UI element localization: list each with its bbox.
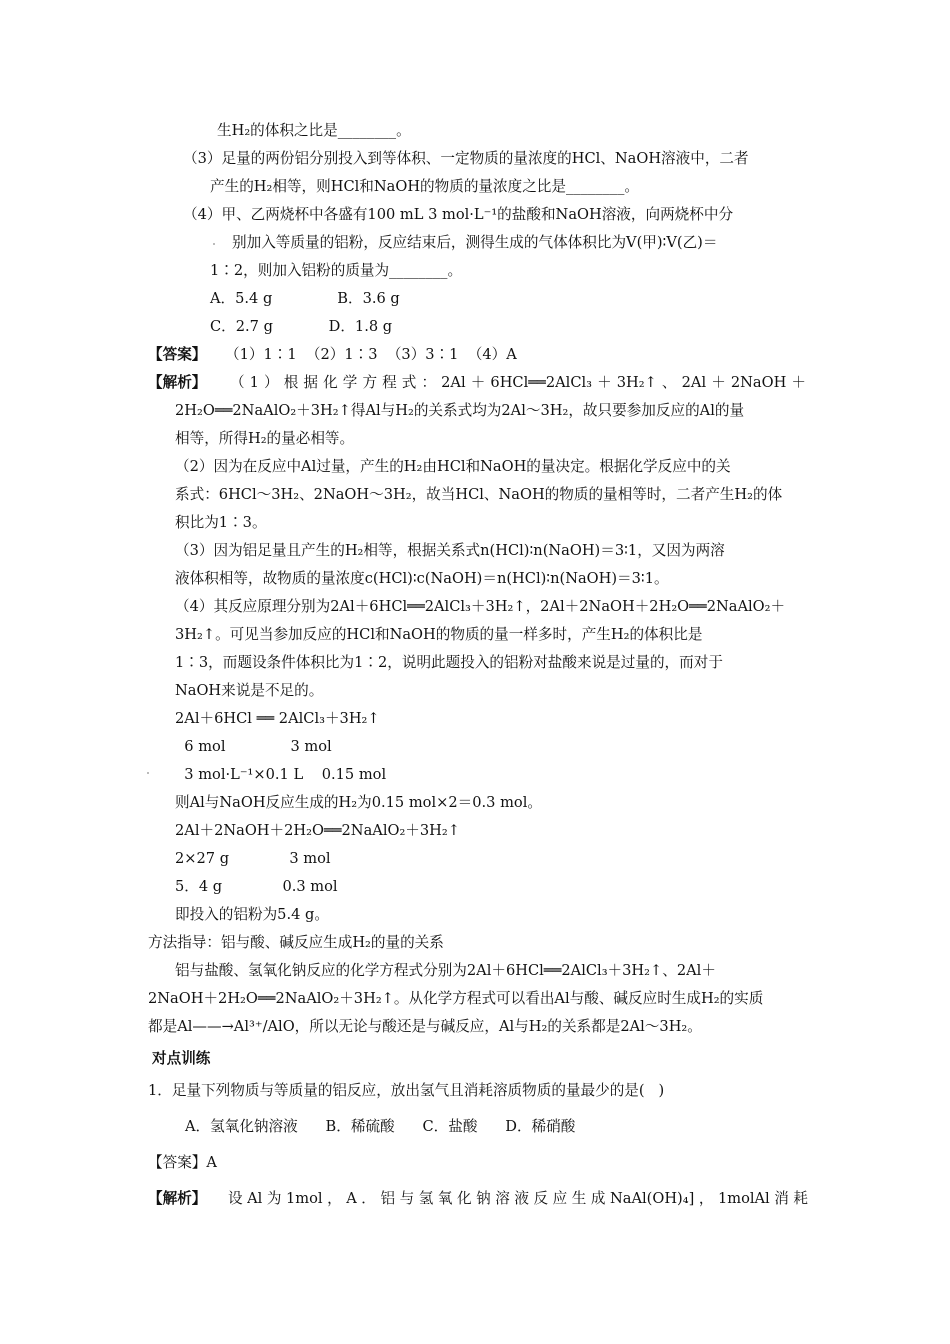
section-heading: 对点训练 xyxy=(152,1050,211,1067)
equation-line: 2Al＋6HCl ══ 2AlCl₃＋3H₂↑ xyxy=(175,710,380,727)
equation-line: 2Al＋2NaOH＋2H₂O══2NaAlO₂＋3H₂↑ xyxy=(175,822,460,839)
analysis-line-2: 2H₂O══2NaAlO₂＋3H₂↑得Al与H₂的关系式均为2Al～3H₂，故只要参加反应的Al的量 xyxy=(175,402,745,419)
practice-question-1: 1．足量下列物质与等质量的铝反应，放出氢气且消耗溶质物质的量最少的是( ) xyxy=(148,1082,665,1099)
question-4-line-2: 别加入等质量的铝粉，反应结束后，测得生成的气体体积比为V(甲)∶V(乙)＝ xyxy=(232,234,718,251)
method-heading: 方法指导：铝与酸、碱反应生成H₂的量的关系 xyxy=(148,934,444,951)
question-4-line-3: 1∶2，则加入铝粉的质量为________。 xyxy=(210,262,463,279)
analysis-line-4: （2）因为在反应中Al过量，产生的H₂由HCl和NaOH的量决定。根据化学反应中的关 xyxy=(175,458,731,475)
equation-line: 2×27 g 3 mol xyxy=(175,850,331,867)
options-row-2: C．2.7 g D．1.8 g xyxy=(210,318,393,335)
answer-text: （1）1∶1 （2）1∶3 （3）3∶1 （4）A xyxy=(225,346,517,363)
practice-answer: 【答案】A xyxy=(148,1154,217,1171)
options-row-1: A．5.4 g B．3.6 g xyxy=(210,290,400,307)
analysis-line-8: 液体积相等，故物质的量浓度c(HCl)∶c(NaOH)＝n(HCl)∶n(NaOH)＝3∶1。 xyxy=(175,570,669,587)
analysis-line-14: 即投入的铝粉为5.4 g。 xyxy=(175,906,329,923)
scan-speck xyxy=(213,243,215,245)
analysis-line-12: NaOH来说是不足的。 xyxy=(175,682,324,699)
analysis-line-9: （4）其反应原理分别为2Al＋6HCl══2AlCl₃＋3H₂↑，2Al＋2NaOH＋2H₂O══2NaAlO₂＋ xyxy=(175,598,786,615)
analysis-line-5: 系式：6HCl～3H₂、2NaOH～3H₂，故当HCl、NaOH的物质的量相等时，二者产生H₂的体 xyxy=(175,486,783,503)
practice-analysis-text: 设Al为1mol，A．铝与氢氧化钠溶液反应生成NaAl(OH)₄]，1molAl消耗 xyxy=(228,1190,808,1207)
analysis-label: 【解析】 xyxy=(148,374,207,391)
text-line: 生H₂的体积之比是________。 xyxy=(217,122,411,139)
question-4-line-1: （4）甲、乙两烧杯中各盛有100 mL 3 mol·L⁻¹的盐酸和NaOH溶液，向两烧杯中分 xyxy=(183,206,734,223)
practice-options: A．氢氧化钠溶液 B．稀硫酸 C．盐酸 D．稀硝酸 xyxy=(185,1118,576,1135)
question-3-line-1: （3）足量的两份铝分别投入到等体积、一定物质的量浓度的HCl、NaOH溶液中，二者 xyxy=(183,150,749,167)
analysis-line-6: 积比为1∶3。 xyxy=(175,514,267,531)
answer-label: 【答案】 xyxy=(148,346,207,363)
method-line-2: 2NaOH＋2H₂O══2NaAlO₂＋3H₂↑。从化学方程式可以看出Al与酸、碱反应时生成H₂的实质 xyxy=(148,990,764,1007)
practice-analysis-label: 【解析】 xyxy=(148,1190,207,1207)
method-line-3: 都是Al——→Al³⁺/AlO，所以无论与酸还是与碱反应，Al与H₂的关系都是2Al～3H₂。 xyxy=(148,1018,702,1035)
analysis-line-13: 则Al与NaOH反应生成的H₂为0.15 mol×2＝0.3 mol。 xyxy=(175,794,542,811)
scan-speck xyxy=(147,772,149,774)
analysis-line-1: （1）根据化学方程式：2Al＋6HCl══2AlCl₃＋3H₂↑、2Al＋2NaOH＋ xyxy=(230,374,806,391)
question-3-line-2: 产生的H₂相等，则HCl和NaOH的物质的量浓度之比是________。 xyxy=(210,178,639,195)
equation-line: 5．4 g 0.3 mol xyxy=(175,878,338,895)
equation-line: 6 mol 3 mol xyxy=(175,738,332,755)
analysis-line-10: 3H₂↑。可见当参加反应的HCl和NaOH的物质的量一样多时，产生H₂的体积比是 xyxy=(175,626,703,643)
analysis-line-11: 1∶3，而题设条件体积比为1∶2，说明此题投入的铝粉对盐酸来说是过量的，而对于 xyxy=(175,654,723,671)
analysis-line-3: 相等，所得H₂的量必相等。 xyxy=(175,430,355,447)
method-line-1: 铝与盐酸、氢氧化钠反应的化学方程式分别为2Al＋6HCl══2AlCl₃＋3H₂↑、2Al＋ xyxy=(175,962,716,979)
equation-line: 3 mol·L⁻¹×0.1 L 0.15 mol xyxy=(175,766,387,783)
analysis-line-7: （3）因为铝足量且产生的H₂相等，根据关系式n(HCl)∶n(NaOH)＝3∶1，又因为两溶 xyxy=(175,542,725,559)
